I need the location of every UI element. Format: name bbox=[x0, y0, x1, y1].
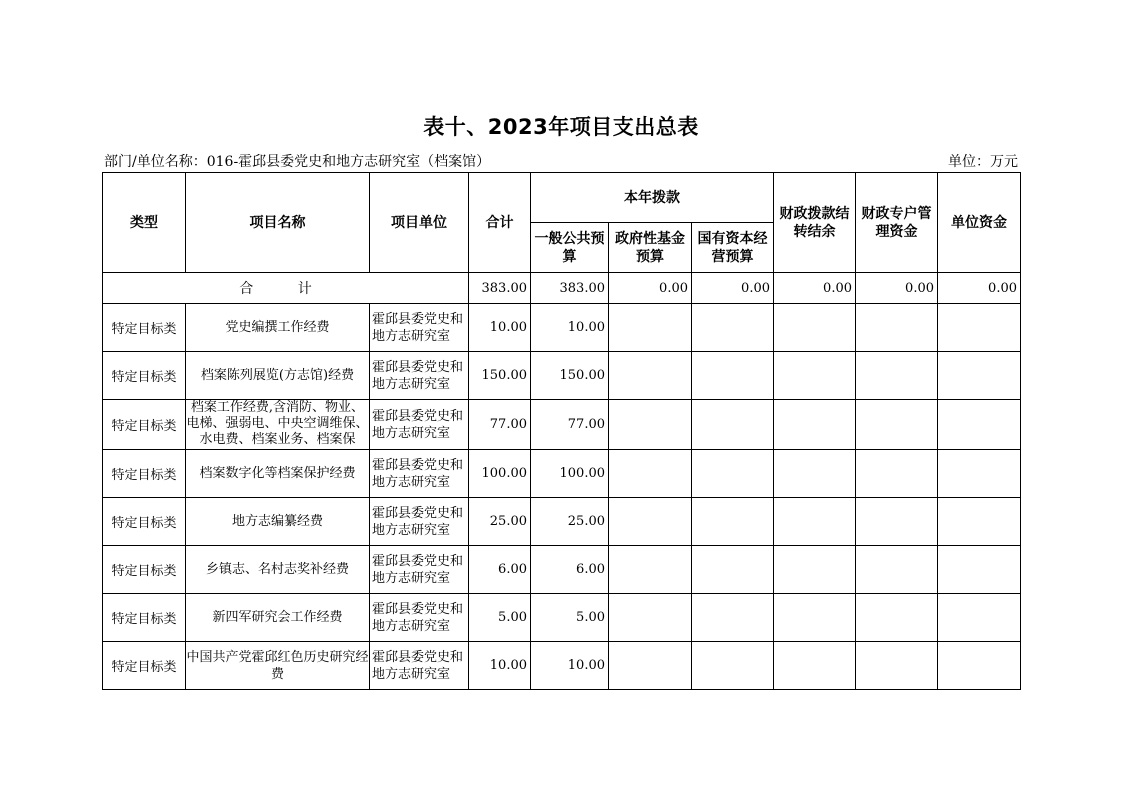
row-project-name: 乡镇志、名村志奖补经费 bbox=[186, 546, 370, 594]
row-project-unit: 霍邱县委党史和地方志研究室 bbox=[370, 304, 469, 352]
row-state-capital bbox=[692, 304, 774, 352]
row-special-fund bbox=[856, 642, 938, 690]
row-project-name: 党史编撰工作经费 bbox=[186, 304, 370, 352]
table-row bbox=[103, 594, 1021, 642]
total-unit-fund: 0.00 bbox=[938, 273, 1021, 304]
row-general-budget: 150.00 bbox=[531, 352, 609, 400]
row-special-fund bbox=[856, 498, 938, 546]
row-project-name: 新四军研究会工作经费 bbox=[186, 594, 370, 642]
row-general-budget: 100.00 bbox=[531, 450, 609, 498]
row-project-name: 地方志编纂经费 bbox=[186, 498, 370, 546]
row-carryover bbox=[774, 546, 856, 594]
total-label: 合 计 bbox=[103, 273, 469, 304]
table-row bbox=[103, 400, 1021, 450]
row-carryover bbox=[774, 642, 856, 690]
page-title: 表十、2023年项目支出总表 bbox=[423, 115, 699, 139]
row-unit-fund bbox=[938, 498, 1021, 546]
row-total: 10.00 bbox=[469, 642, 531, 690]
row-general-budget: 10.00 bbox=[531, 304, 609, 352]
table-row bbox=[103, 498, 1021, 546]
row-gov-fund bbox=[609, 546, 692, 594]
total-general-budget: 383.00 bbox=[531, 273, 609, 304]
table-row bbox=[103, 352, 1021, 400]
row-general-budget: 77.00 bbox=[531, 400, 609, 450]
row-general-budget: 10.00 bbox=[531, 642, 609, 690]
row-state-capital bbox=[692, 546, 774, 594]
row-special-fund bbox=[856, 594, 938, 642]
row-type: 特定目标类 bbox=[103, 304, 186, 352]
row-unit-fund bbox=[938, 642, 1021, 690]
total-state-capital: 0.00 bbox=[692, 273, 774, 304]
total-carryover: 0.00 bbox=[774, 273, 856, 304]
row-project-unit: 霍邱县委党史和地方志研究室 bbox=[370, 642, 469, 690]
subtitle-line bbox=[104, 151, 1018, 169]
row-unit-fund bbox=[938, 352, 1021, 400]
row-general-budget: 5.00 bbox=[531, 594, 609, 642]
row-general-budget: 6.00 bbox=[531, 546, 609, 594]
row-total: 77.00 bbox=[469, 400, 531, 450]
header-unit-fund: 单位资金 bbox=[938, 173, 1021, 273]
row-unit-fund bbox=[938, 450, 1021, 498]
row-type: 特定目标类 bbox=[103, 450, 186, 498]
row-state-capital bbox=[692, 594, 774, 642]
total-special-fund: 0.00 bbox=[856, 273, 938, 304]
header-total: 合计 bbox=[469, 173, 531, 273]
row-state-capital bbox=[692, 498, 774, 546]
table-row bbox=[103, 546, 1021, 594]
row-project-name: 档案数字化等档案保护经费 bbox=[186, 450, 370, 498]
row-gov-fund bbox=[609, 352, 692, 400]
row-unit-fund bbox=[938, 400, 1021, 450]
row-unit-fund bbox=[938, 304, 1021, 352]
table-row bbox=[103, 304, 1021, 352]
row-unit-fund bbox=[938, 594, 1021, 642]
row-project-name: 档案工作经费,含消防、物业、电梯、强弱电、中央空调维保、水电费、档案业务、档案保 bbox=[186, 400, 369, 447]
row-carryover bbox=[774, 498, 856, 546]
header-type: 类型 bbox=[103, 173, 186, 273]
row-type: 特定目标类 bbox=[103, 498, 186, 546]
row-type: 特定目标类 bbox=[103, 546, 186, 594]
row-total: 10.00 bbox=[469, 304, 531, 352]
row-unit-fund bbox=[938, 546, 1021, 594]
header-state-capital: 国有资本经营预算 bbox=[692, 223, 774, 273]
row-total: 100.00 bbox=[469, 450, 531, 498]
table-row bbox=[103, 642, 1021, 690]
row-gov-fund bbox=[609, 498, 692, 546]
row-carryover bbox=[774, 400, 856, 450]
row-state-capital bbox=[692, 352, 774, 400]
row-total: 6.00 bbox=[469, 546, 531, 594]
row-carryover bbox=[774, 304, 856, 352]
row-gov-fund bbox=[609, 642, 692, 690]
row-project-unit: 霍邱县委党史和地方志研究室 bbox=[370, 498, 469, 546]
table-row bbox=[103, 450, 1021, 498]
row-project-name: 中国共产党霍邱红色历史研究经费 bbox=[186, 642, 370, 690]
row-state-capital bbox=[692, 642, 774, 690]
total-gov-fund: 0.00 bbox=[609, 273, 692, 304]
row-carryover bbox=[774, 450, 856, 498]
row-state-capital bbox=[692, 450, 774, 498]
row-total: 5.00 bbox=[469, 594, 531, 642]
row-type: 特定目标类 bbox=[103, 400, 186, 450]
row-state-capital bbox=[692, 400, 774, 450]
row-project-unit: 霍邱县委党史和地方志研究室 bbox=[370, 450, 469, 498]
row-special-fund bbox=[856, 400, 938, 450]
row-special-fund bbox=[856, 304, 938, 352]
row-total: 25.00 bbox=[469, 498, 531, 546]
row-general-budget: 25.00 bbox=[531, 498, 609, 546]
row-carryover bbox=[774, 352, 856, 400]
row-type: 特定目标类 bbox=[103, 352, 186, 400]
row-gov-fund bbox=[609, 304, 692, 352]
header-special-fund: 财政专户管理资金 bbox=[856, 173, 938, 273]
header-general-budget: 一般公共预算 bbox=[531, 223, 609, 273]
department-name: 部门/单位名称：016-霍邱县委党史和地方志研究室（档案馆） bbox=[104, 154, 491, 170]
row-project-name: 档案陈列展览(方志馆)经费 bbox=[186, 352, 370, 400]
total-row bbox=[103, 273, 1021, 304]
row-project-unit: 霍邱县委党史和地方志研究室 bbox=[370, 352, 469, 400]
row-gov-fund bbox=[609, 594, 692, 642]
row-special-fund bbox=[856, 546, 938, 594]
total-total: 383.00 bbox=[469, 273, 531, 304]
header-current-year: 本年拨款 bbox=[531, 173, 774, 223]
row-special-fund bbox=[856, 352, 938, 400]
header-carryover: 财政拨款结转结余 bbox=[774, 173, 856, 273]
header-project-unit: 项目单位 bbox=[370, 173, 469, 273]
row-gov-fund bbox=[609, 400, 692, 450]
project-expenditure-table bbox=[102, 172, 1021, 690]
unit-label: 单位：万元 bbox=[948, 154, 1018, 170]
row-total: 150.00 bbox=[469, 352, 531, 400]
row-carryover bbox=[774, 594, 856, 642]
header-project-name: 项目名称 bbox=[186, 173, 370, 273]
row-project-name-cell bbox=[186, 400, 370, 450]
row-gov-fund bbox=[609, 450, 692, 498]
row-type: 特定目标类 bbox=[103, 594, 186, 642]
row-project-unit: 霍邱县委党史和地方志研究室 bbox=[370, 594, 469, 642]
row-type: 特定目标类 bbox=[103, 642, 186, 690]
row-project-unit: 霍邱县委党史和地方志研究室 bbox=[370, 400, 469, 450]
row-special-fund bbox=[856, 450, 938, 498]
header-gov-fund: 政府性基金预算 bbox=[609, 223, 692, 273]
row-project-unit: 霍邱县委党史和地方志研究室 bbox=[370, 546, 469, 594]
